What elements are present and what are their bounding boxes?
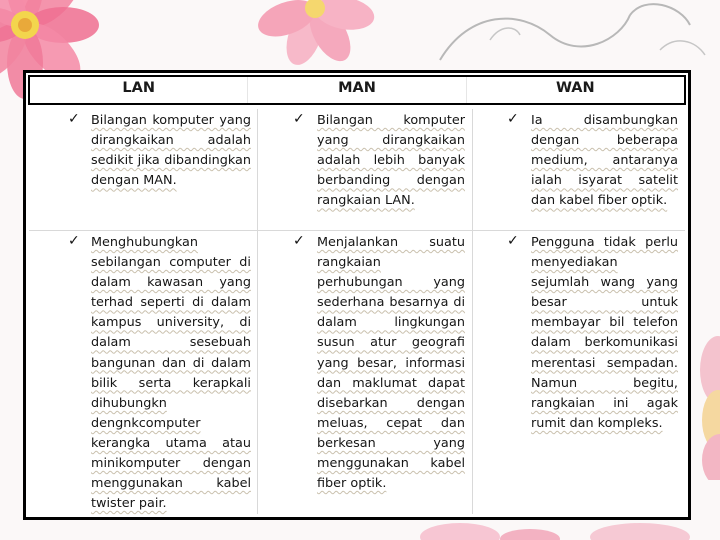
column-divider bbox=[472, 109, 473, 514]
table-cell-man-row1: Bilangan komputer yang dirangkaikan adalah lebih banyak berbanding dengan rangkaian LAN. bbox=[317, 113, 465, 209]
comparison-table bbox=[23, 70, 691, 520]
checkmark-icon: ✓ bbox=[293, 111, 305, 127]
row-divider bbox=[29, 230, 685, 231]
checkmark-icon: ✓ bbox=[68, 233, 80, 249]
checkmark-icon: ✓ bbox=[293, 233, 305, 249]
table-body bbox=[29, 109, 685, 514]
header-wan: WAN bbox=[466, 77, 684, 103]
table-cell-wan-row1: Ia disambungkan dengan beberapa medium, antaranya ialah isyarat satelit dan kabel fiber optik. bbox=[531, 113, 678, 209]
table-cell-lan-row1: Bilangan komputer yang dirangkaikan adalah sedikit jika dibandingkan dengan MAN. bbox=[91, 113, 251, 189]
table-header-row bbox=[28, 75, 686, 105]
checkmark-icon: ✓ bbox=[507, 233, 519, 249]
header-lan: LAN bbox=[122, 80, 155, 96]
column-divider bbox=[257, 109, 258, 514]
header-man: MAN bbox=[247, 77, 465, 103]
flower-decoration-top-center bbox=[240, 0, 390, 72]
table-cell-man-row2: Menjalankan suatu rangkaian perhubungan yang sederhana besarnya di dalam lingkungan susun atur geografi yang besar, informasi dan maklumat dapat disebarkan dengan meluas, cepat dan berkesan yang menggunakan kabel fiber optik. bbox=[317, 235, 465, 492]
table-cell-wan-row2: Pengguna tidak perlu menyediakan sejumlah wang yang besar untuk membayar bil telefon dalam berkomunikasi merentasi sempadan. Namun begitu, rangkaian ini agak rumit dan kompleks. bbox=[531, 235, 678, 431]
checkmark-icon: ✓ bbox=[507, 111, 519, 127]
flower-decoration-right bbox=[688, 330, 720, 480]
checkmark-icon: ✓ bbox=[68, 111, 80, 127]
swirl-decoration-top-right bbox=[430, 0, 720, 70]
table-cell-lan-row2: Menghubungkan sebilangan computer di dalam kawasan yang terhad seperti di dalam kampus university, di dalam sesebuah bangunan dan di dalam bilik serta kerapkali dihubungkn dengnkcomputer kerangka utama atau minikomputer dengan menggunakan kabel twister pair. bbox=[91, 235, 251, 512]
